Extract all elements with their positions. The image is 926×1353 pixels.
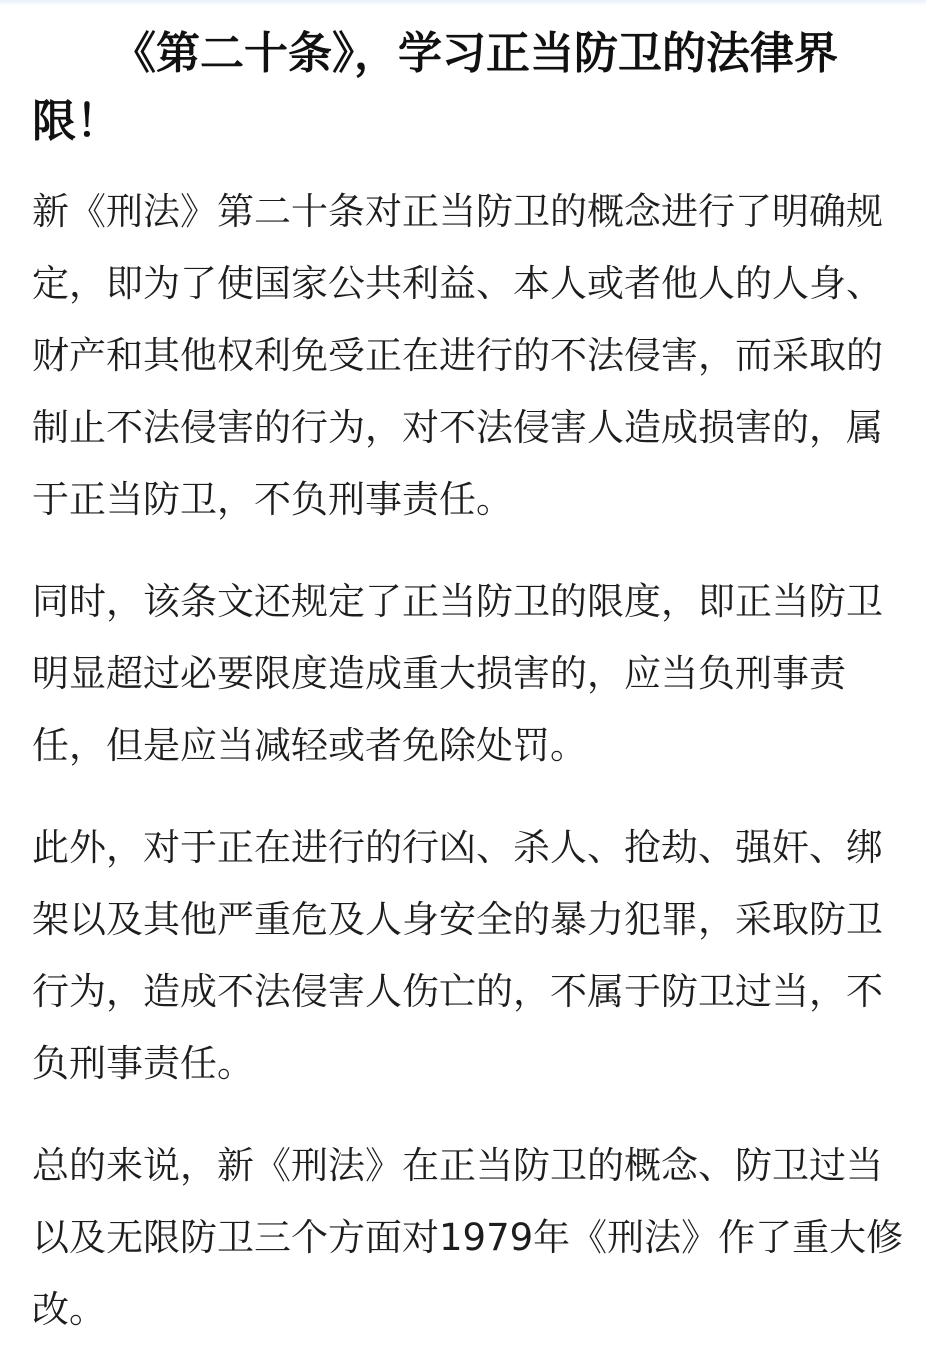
paragraph-limit: 同时，该条文还规定了正当防卫的限度，即正当防卫明显超过必要限度造成重大损害的，应当负刑事责任，但是应当减轻或者免除处罚。 [32, 580, 883, 767]
article-title: 《第二十条》，学习正当防卫的法律界限！ [32, 28, 838, 147]
article-body [32, 20, 912, 1346]
paragraph-summary: 总的来说，新《刑法》在正当防卫的概念、防卫过当以及无限防卫三个方面对1979年《刑法》作了重大修改。 [32, 1144, 904, 1331]
paragraph-unlimited-defense: 此外，对于正在进行的行凶、杀人、抢劫、强奸、绑架以及其他严重危及人身安全的暴力犯罪，采取防卫行为，造成不法侵害人伤亡的，不属于防卫过当，不负刑事责任。 [32, 826, 883, 1085]
top-edge-divider [0, 0, 926, 6]
paragraph-definition: 新《刑法》第二十条对正当防卫的概念进行了明确规定，即为了使国家公共利益、本人或者他人的人身、财产和其他权利免受正在进行的不法侵害，而采取的制止不法侵害的行为，对不法侵害人造成损害的，属于正当防卫，不负刑事责任。 [32, 190, 883, 521]
